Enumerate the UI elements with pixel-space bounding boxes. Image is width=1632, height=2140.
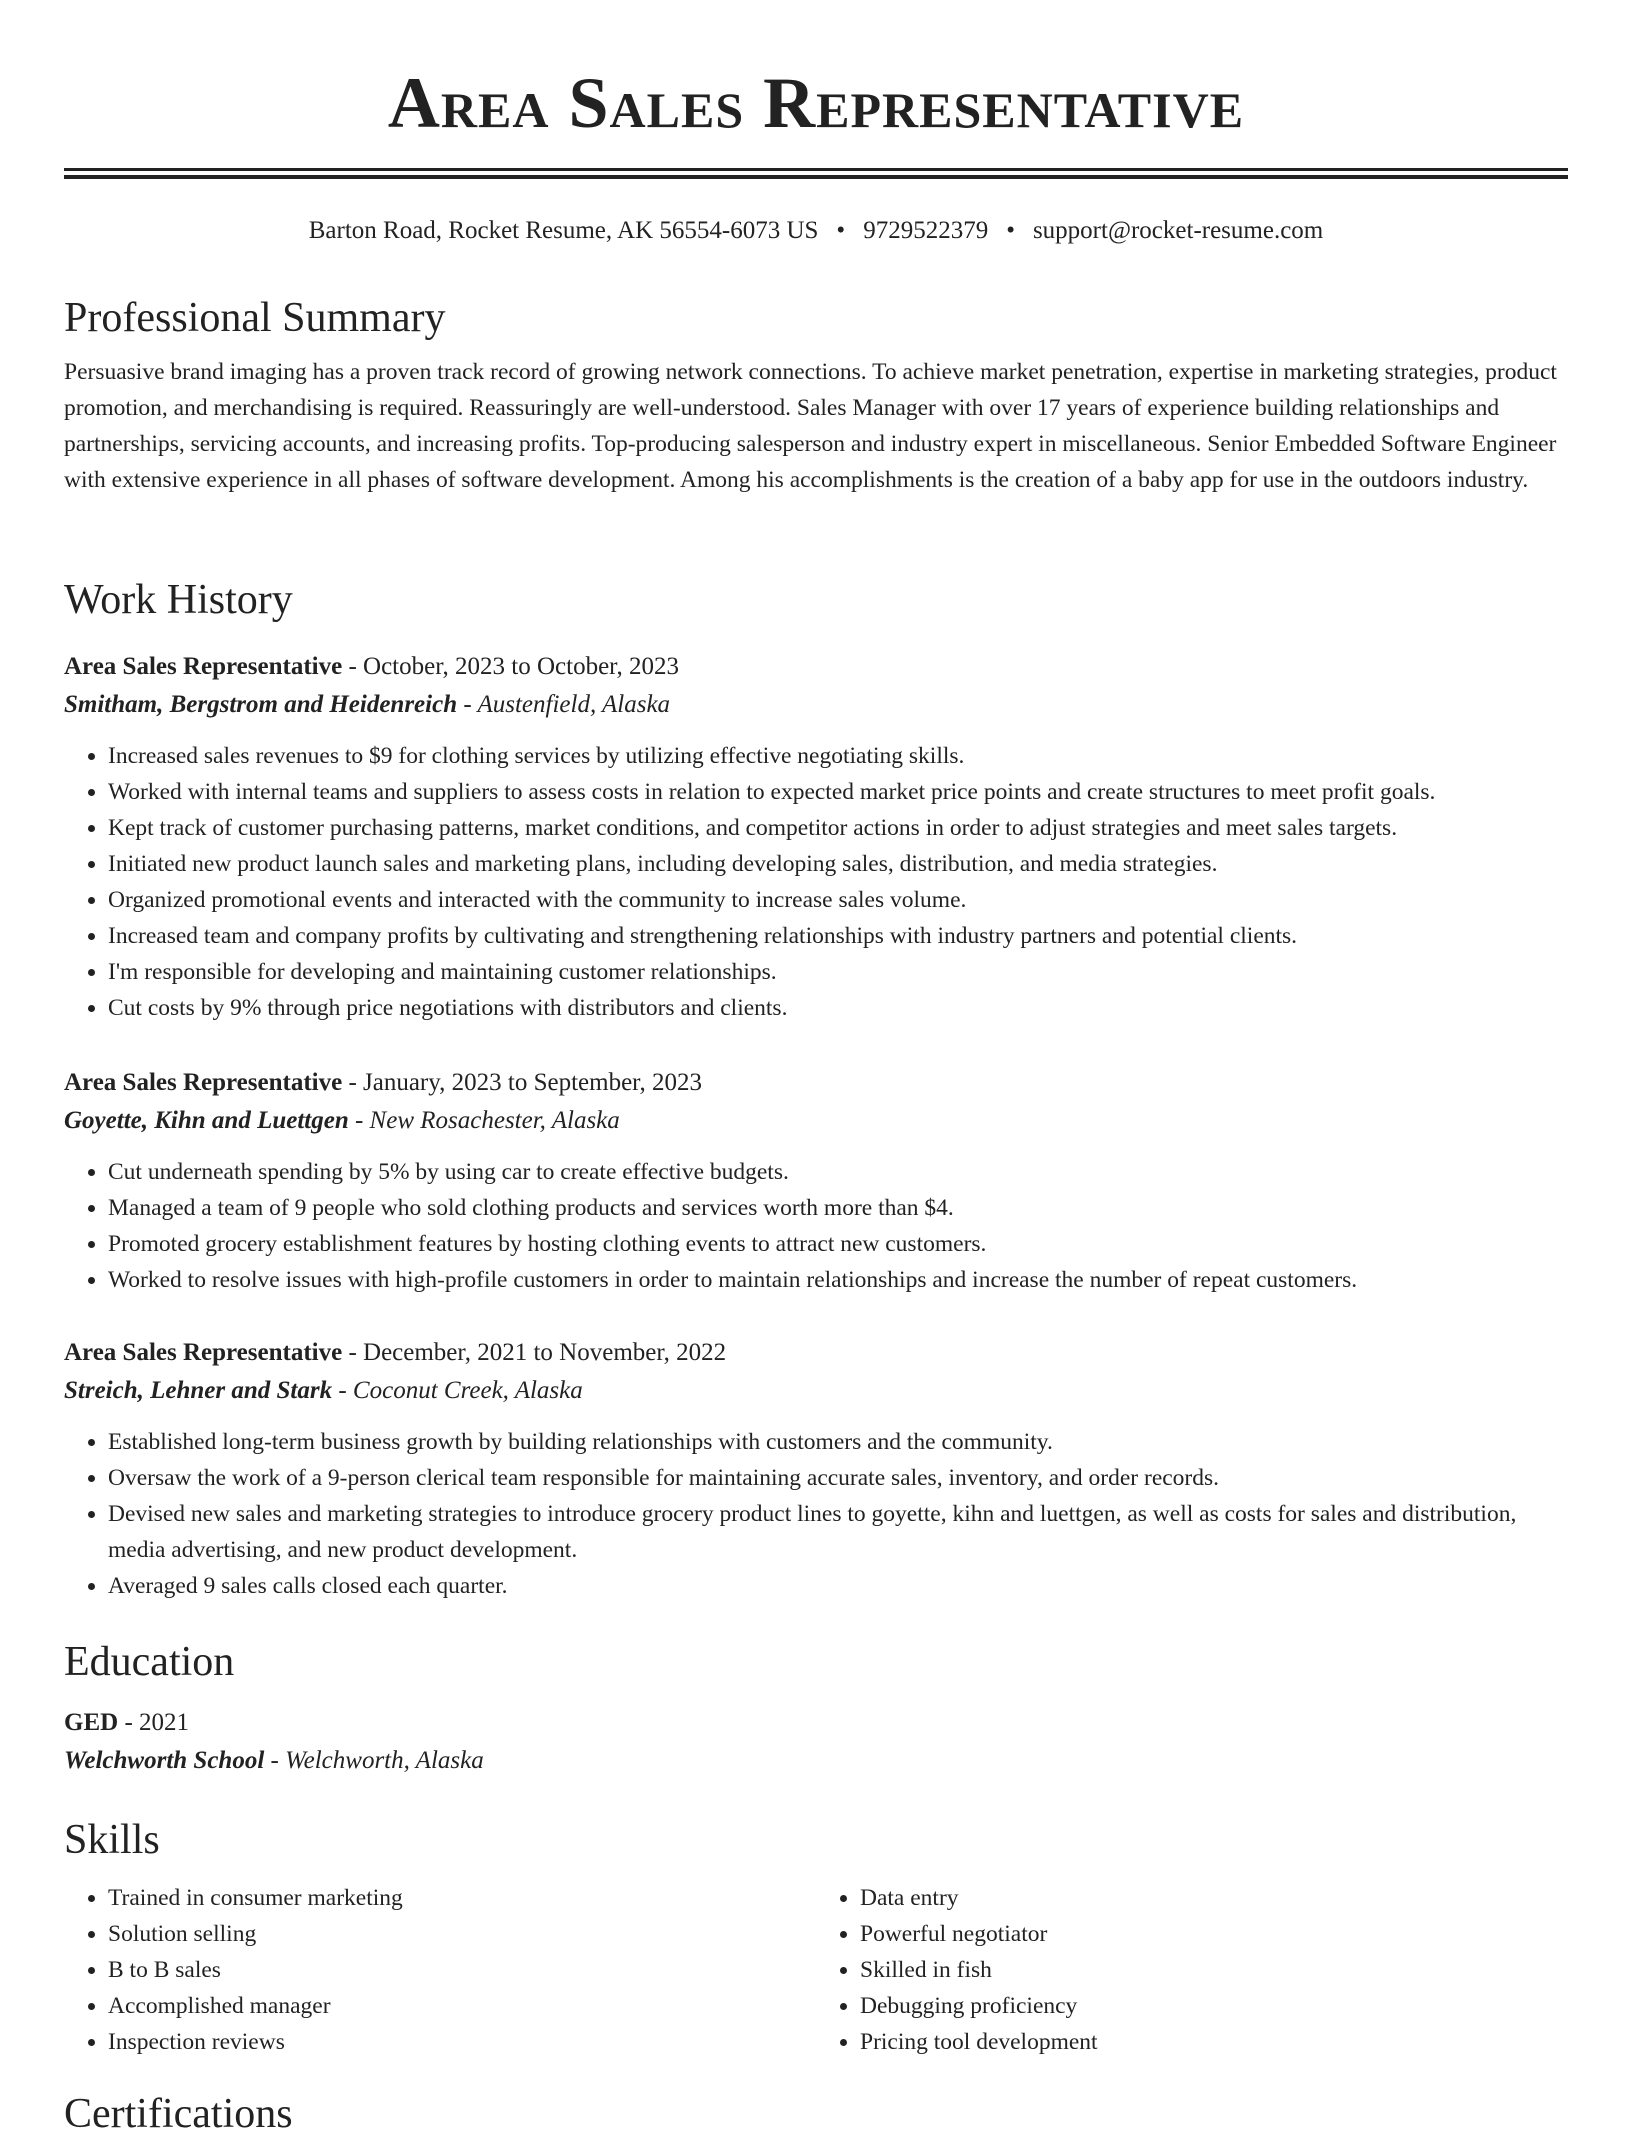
skills-section bbox=[64, 1814, 1568, 2060]
job-company-line bbox=[64, 686, 1568, 724]
contact-address: Barton Road, Rocket Resume, AK 56554-6073 US bbox=[308, 217, 819, 244]
job-company: Streich, Lehner and Stark bbox=[64, 1377, 333, 1404]
job-company: Goyette, Kihn and Luettgen bbox=[64, 1107, 349, 1134]
job-bullet: • Initiated new product launch sales and marketing plans, including developing sales, distribution, and media strategies. bbox=[108, 846, 1568, 882]
title-divider-top bbox=[64, 168, 1568, 171]
job-title: Area Sales Representative bbox=[64, 653, 343, 680]
summary-heading: Professional Summary bbox=[64, 295, 446, 341]
job-dates: - December, 2021 to November, 2022 bbox=[342, 1339, 727, 1366]
job-dates: - October, 2023 to October, 2023 bbox=[342, 653, 679, 680]
job-location: - Coconut Creek, Alaska bbox=[332, 1377, 583, 1404]
certifications-heading: Certifications bbox=[64, 2091, 293, 2137]
job-title: Area Sales Representative bbox=[64, 1069, 343, 1096]
job-bullet: • Established long-term business growth by building relationships with customers and the community. bbox=[108, 1424, 1568, 1460]
job-title: Area Sales Representative bbox=[64, 1339, 343, 1366]
job-entry bbox=[64, 648, 1568, 1026]
job-bullets bbox=[64, 1424, 1568, 1604]
job-bullet: • Worked with internal teams and suppliers to assess costs in relation to expected market price points and create structures to meet profit goals. bbox=[108, 774, 1568, 810]
job-entry bbox=[64, 1064, 1568, 1298]
job-bullet: • Averaged 9 sales calls closed each quarter. bbox=[108, 1568, 1568, 1604]
skills-columns bbox=[64, 1880, 1568, 2060]
education-school: Welchworth School bbox=[64, 1747, 265, 1774]
resume-title: Area Sales Representative bbox=[387, 63, 1245, 143]
job-bullet: • Devised new sales and marketing strategies to introduce grocery product lines to goyette, kihn and luettgen, as well as costs for sales and distribution, media advertising, and new product development. bbox=[108, 1496, 1568, 1568]
skills-list-left bbox=[64, 1880, 816, 2060]
job-bullet: • Cut underneath spending by 5% by using car to create effective budgets. bbox=[108, 1154, 1568, 1190]
skill-item: • Inspection reviews bbox=[108, 2024, 816, 2060]
skill-item: • Pricing tool development bbox=[860, 2024, 1568, 2060]
job-bullets bbox=[64, 738, 1568, 1026]
skills-heading: Skills bbox=[64, 1817, 160, 1863]
job-bullet: • I'm responsible for developing and maintaining customer relationships. bbox=[108, 954, 1568, 990]
job-bullet: • Oversaw the work of a 9-person clerical team responsible for maintaining accurate sales, inventory, and order records. bbox=[108, 1460, 1568, 1496]
job-title-line bbox=[64, 648, 1568, 686]
job-title-line bbox=[64, 1334, 1568, 1372]
skill-item: • Data entry bbox=[860, 1880, 1568, 1916]
job-bullet: • Increased team and company profits by cultivating and strengthening relationships with industry partners and potential clients. bbox=[108, 918, 1568, 954]
job-company: Smitham, Bergstrom and Heidenreich bbox=[64, 691, 458, 718]
education-degree: GED bbox=[64, 1709, 119, 1736]
contact-separator: • bbox=[836, 217, 846, 244]
contact-separator: • bbox=[1006, 217, 1015, 244]
job-entry bbox=[64, 1334, 1568, 1604]
job-bullet: • Worked to resolve issues with high-profile customers in order to maintain relationships and increase the number of repeat customers. bbox=[108, 1262, 1568, 1298]
job-bullet: • Organized promotional events and interacted with the community to increase sales volume. bbox=[108, 882, 1568, 918]
skill-item: • B to B sales bbox=[108, 1952, 816, 1988]
skill-item: • Trained in consumer marketing bbox=[108, 1880, 816, 1916]
certifications-section bbox=[64, 2088, 1568, 2140]
education-location: - Welchworth, Alaska bbox=[264, 1747, 484, 1774]
job-location: - Austenfield, Alaska bbox=[457, 691, 671, 718]
job-location: - New Rosachester, Alaska bbox=[348, 1107, 620, 1134]
education-heading: Education bbox=[64, 1639, 235, 1685]
title-divider-bottom bbox=[64, 175, 1568, 179]
contact-phone: 9729522379 bbox=[863, 217, 989, 244]
job-bullet: • Managed a team of 9 people who sold clothing products and services worth more than $4. bbox=[108, 1190, 1568, 1226]
job-dates: - January, 2023 to September, 2023 bbox=[342, 1069, 702, 1096]
contact-line bbox=[0, 214, 1632, 248]
job-title-line bbox=[64, 1064, 1568, 1102]
job-bullet: • Increased sales revenues to $9 for clothing services by utilizing effective negotiating skills. bbox=[108, 738, 1568, 774]
summary-section bbox=[64, 292, 1568, 498]
work-history-heading-block bbox=[64, 574, 1568, 626]
education-school-line bbox=[64, 1742, 1568, 1780]
education-degree-line bbox=[64, 1704, 1568, 1742]
job-company-line bbox=[64, 1372, 1568, 1410]
skill-item: • Accomplished manager bbox=[108, 1988, 816, 2024]
skills-list-right bbox=[816, 1880, 1568, 2060]
contact-email: support@rocket-resume.com bbox=[1032, 217, 1324, 244]
skill-item: • Powerful negotiator bbox=[860, 1916, 1568, 1952]
job-bullet: • Cut costs by 9% through price negotiations with distributors and clients. bbox=[108, 990, 1568, 1026]
skill-item: • Skilled in fish bbox=[860, 1952, 1568, 1988]
job-bullet: • Promoted grocery establishment features by hosting clothing events to attract new customers. bbox=[108, 1226, 1568, 1262]
education-section bbox=[64, 1636, 1568, 1780]
education-year: - 2021 bbox=[118, 1709, 190, 1736]
skill-item: • Debugging proficiency bbox=[860, 1988, 1568, 2024]
job-bullets bbox=[64, 1154, 1568, 1298]
job-company-line bbox=[64, 1102, 1568, 1140]
skill-item: • Solution selling bbox=[108, 1916, 816, 1952]
work-history-heading: Work History bbox=[64, 577, 293, 623]
job-bullet: • Kept track of customer purchasing patterns, market conditions, and competitor actions in order to adjust strategies and meet sales targets. bbox=[108, 810, 1568, 846]
summary-text: Persuasive brand imaging has a proven track record of growing network connections. To achieve market penetration, expertise in marketing strategies, product promotion, and merchandising is required. Reassuringly are well-understood. Sales Manager with over 17 years of experience building relationships and partnerships, servicing accounts, and increasing profits. Top-producing salesperson and industry expert in miscellaneous. Senior Embedded Software Engineer with extensive experience in all phases of software development. Among his accomplishments is the creation of a baby app for use in the outdoors industry. bbox=[64, 359, 1557, 493]
